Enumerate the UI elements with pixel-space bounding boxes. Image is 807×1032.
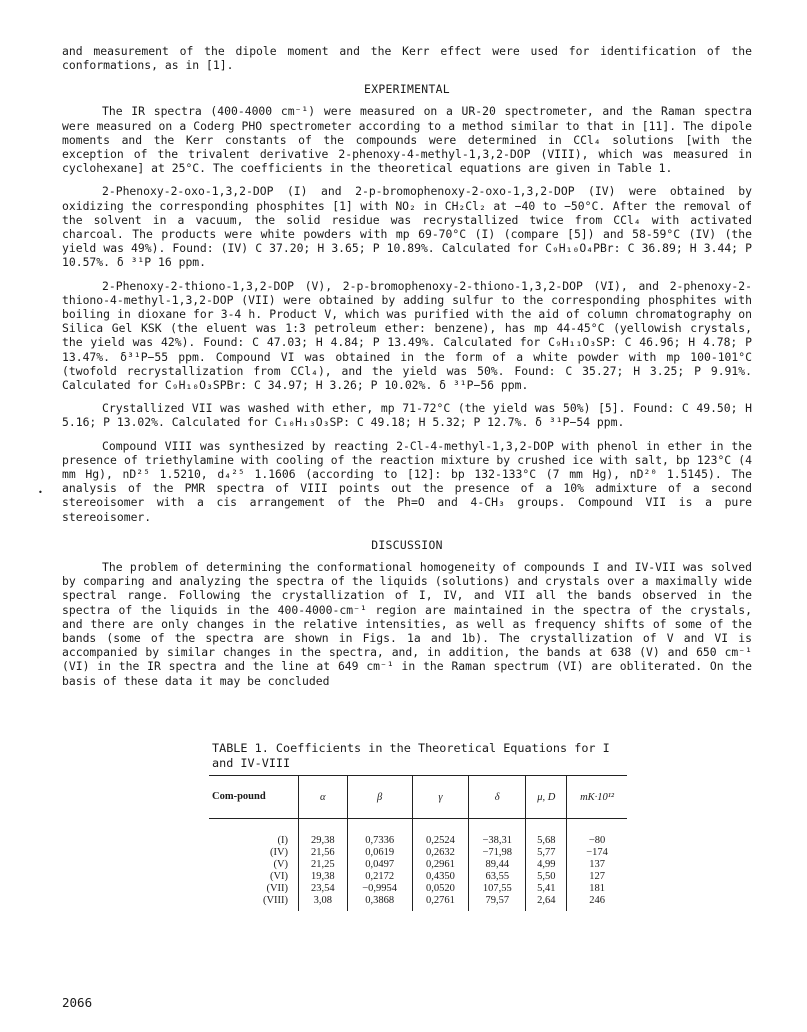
coefficients-table bbox=[209, 775, 627, 911]
table-row bbox=[209, 883, 627, 895]
table-row bbox=[209, 895, 627, 911]
table-cell: (VII) bbox=[266, 883, 289, 894]
paragraph-experimental-2: 2-Phenoxy-2-oxo-1,3,2-DOP (I) and 2-p-bromophenoxy-2-oxo-1,3,2-DOP (IV) were obtained by oxidizing the corresponding phosphites [1] with NO₂ in CH₂Cl₂ at −40 to −50°C. After the removal of the solvent in a vacuum, the solid residue was recrystallized twice from CCl₄ with activated charcoal. The products were white powders with mp 69-70°C (I) (compare [5]) and 58-59°C (IV) (the yield was 49%). Found: (IV) C 37.20; H 3.65; P 10.89%. Calculated for C₉H₁₀O₄PBr: C 36.89; H 3.44; P 10.57%. δ ³¹P 16 ppm. bbox=[62, 184, 752, 270]
table-caption: TABLE 1. Coefficients in the Theoretical Equations for I and IV-VIII bbox=[212, 741, 610, 770]
paragraph-discussion-1: The problem of determining the conformational homogeneity of compounds I and IV-VII was solved by comparing and analyzing the spectra of the liquids (solutions) and crystals over a maximally wide spectral range. Following the crystallization of I, IV, and VII all the bands observed in the spectra of the liquids in the 400-4000-cm⁻¹ region are maintained in the spectra of the crystals, and there are only changes in the relative intensities, as well as frequency shifts of some of the bands (some of the spectra are shown in Figs. 1a and 1b). The crystallization of V and VI is accompanied by similar changes in the spectra, and, in addition, the bands at 638 (V) and 650 cm⁻¹ (VI) in the IR spectra and the line at 649 cm⁻¹ in the Raman spectrum (VI) are obliterated. On the basis of these data it may be concluded bbox=[62, 559, 752, 688]
table-cell: 0,0497 bbox=[347, 859, 412, 871]
table-cell: 89,44 bbox=[469, 859, 526, 871]
margin-dot: • bbox=[38, 488, 43, 497]
header-mk: mK·10¹² bbox=[567, 776, 627, 819]
table-cell: 29,38 bbox=[299, 819, 348, 848]
table-cell: 181 bbox=[567, 883, 627, 895]
table-cell: −80 bbox=[567, 819, 627, 848]
table-cell: 0,2961 bbox=[412, 859, 468, 871]
header-gamma: γ bbox=[412, 776, 468, 819]
paragraph-experimental-4: Crystallized VII was washed with ether, mp 71-72°C (the yield was 50%) [5]. Found: C 49.50; H 5.16; P 13.02%. Calculated for C₁₀H₁₃O₃SP: C 49.18; H 5.32; P 12.7%. δ ³¹P−54 ppm. bbox=[62, 401, 752, 430]
table-row bbox=[209, 819, 627, 848]
article-body bbox=[62, 44, 752, 688]
table-cell: 0,2524 bbox=[412, 819, 468, 848]
heading-discussion: DISCUSSION bbox=[371, 537, 443, 552]
table-cell: 19,38 bbox=[299, 871, 348, 883]
table-cell: 246 bbox=[567, 895, 627, 911]
header-delta: δ bbox=[469, 776, 526, 819]
table-cell: −0,9954 bbox=[347, 883, 412, 895]
table-cell: 21,56 bbox=[299, 847, 348, 859]
table-cell: −38,31 bbox=[469, 819, 526, 848]
paragraph-experimental-3: 2-Phenoxy-2-thiono-1,3,2-DOP (V), 2-p-bromophenoxy-2-thiono-1,3,2-DOP (VI), and 2-phenoxy-2-thiono-4-methyl-1,3,2-DOP (VII) were obtained by adding sulfur to the corresponding phosphites with boiling in dioxane for 3-4 h. Product V, which was purified with the aid of column chromatography on Silica Gel KSK (the eluent was 1:3 petroleum ether: benzene), has mp 44-45°C (yellowish crystals, the yield was 42%). Found: C 47.03; H 4.84; P 13.49%. Calculated for C₉H₁₁O₃SP: C 46.96; H 4.78; P 13.47%. δ³¹P−55 ppm. Compound VI was obtained in the form of a white powder with mp 100-101°C (twofold recrystallization from CCl₄), and the yield was 50%. Found: C 35.27; H 3.25; P 9.91%. Calculated for C₉H₁₀O₃SPBr: C 34.97; H 3.26; P 10.02%. δ ³¹P−56 ppm. bbox=[62, 278, 752, 393]
table-cell: 5,77 bbox=[526, 847, 567, 859]
table-cell: 127 bbox=[567, 871, 627, 883]
table-cell: 2,64 bbox=[526, 895, 567, 911]
table-header-row bbox=[209, 776, 627, 819]
table-cell: 4,99 bbox=[526, 859, 567, 871]
table-cell: 5,50 bbox=[526, 871, 567, 883]
table-cell: 5,41 bbox=[526, 883, 567, 895]
table-cell: 107,55 bbox=[469, 883, 526, 895]
paragraph-experimental-5: Compound VIII was synthesized by reacting 2-Cl-4-methyl-1,3,2-DOP with phenol in ether in the presence of triethylamine with cooling of the reaction mixture by crushed ice with salt, bp 123°C (4 mm Hg), nD²⁵ 1.5210, d₄²⁵ 1.1606 (according to [12]: bp 132-133°C (7 mm Hg), nD²⁰ 1.5145). The analysis of the PMR spectra of VIII points out the presence of a 10% admixture of a second stereoisomer with a cis arrangement of the Ph=O and 4-CH₃ groups. Compound VII is a pure stereoisomer. bbox=[62, 438, 752, 524]
table-1 bbox=[209, 775, 627, 911]
heading-experimental: EXPERIMENTAL bbox=[364, 82, 450, 97]
table-cell: (IV) bbox=[269, 847, 289, 858]
table-cell: −71,98 bbox=[469, 847, 526, 859]
table-cell: 5,68 bbox=[526, 819, 567, 848]
paragraph-experimental-1: The IR spectra (400-4000 cm⁻¹) were measured on a UR-20 spectrometer, and the Raman spectra were measured on a Coderg PHO spectrometer according to a method similar to that in [11]. The dipole moments and the Kerr constants of the compounds were determined in CCl₄ solutions [with the exception of the trivalent derivative 2-phenoxy-4-methyl-1,3,2-DOP (VIII), which was measured in cyclohexane] at 25°C. The coefficients in the theoretical equations are given in Table 1. bbox=[62, 104, 752, 176]
table-row bbox=[209, 847, 627, 859]
table-cell: 0,2761 bbox=[412, 895, 468, 911]
table-cell: (V) bbox=[273, 859, 289, 870]
table-cell: 79,57 bbox=[469, 895, 526, 911]
page-number: 2066 bbox=[62, 995, 93, 1010]
table-cell: (VIII) bbox=[262, 895, 289, 906]
header-beta: β bbox=[347, 776, 412, 819]
table-cell: 0,4350 bbox=[412, 871, 468, 883]
table-cell: 63,55 bbox=[469, 871, 526, 883]
table-cell: 0,0619 bbox=[347, 847, 412, 859]
table-row bbox=[209, 871, 627, 883]
table-cell: 137 bbox=[567, 859, 627, 871]
table-cell: −174 bbox=[567, 847, 627, 859]
table-row bbox=[209, 859, 627, 871]
table-cell: 3,08 bbox=[299, 895, 348, 911]
header-mu: μ, D bbox=[526, 776, 567, 819]
paragraph-intro: and measurement of the dipole moment and the Kerr effect were used for identification of the conformations, as in [1]. bbox=[62, 44, 752, 73]
table-cell: 0,0520 bbox=[412, 883, 468, 895]
table-cell: (VI) bbox=[269, 871, 289, 882]
header-alpha: α bbox=[299, 776, 348, 819]
table-cell: (I) bbox=[277, 835, 289, 846]
table-cell: 0,3868 bbox=[347, 895, 412, 911]
table-cell: 0,2632 bbox=[412, 847, 468, 859]
table-cell: 0,2172 bbox=[347, 871, 412, 883]
header-compound: Com-pound bbox=[209, 776, 299, 819]
table-cell: 0,7336 bbox=[347, 819, 412, 848]
table-cell: 21,25 bbox=[299, 859, 348, 871]
table-cell: 23,54 bbox=[299, 883, 348, 895]
